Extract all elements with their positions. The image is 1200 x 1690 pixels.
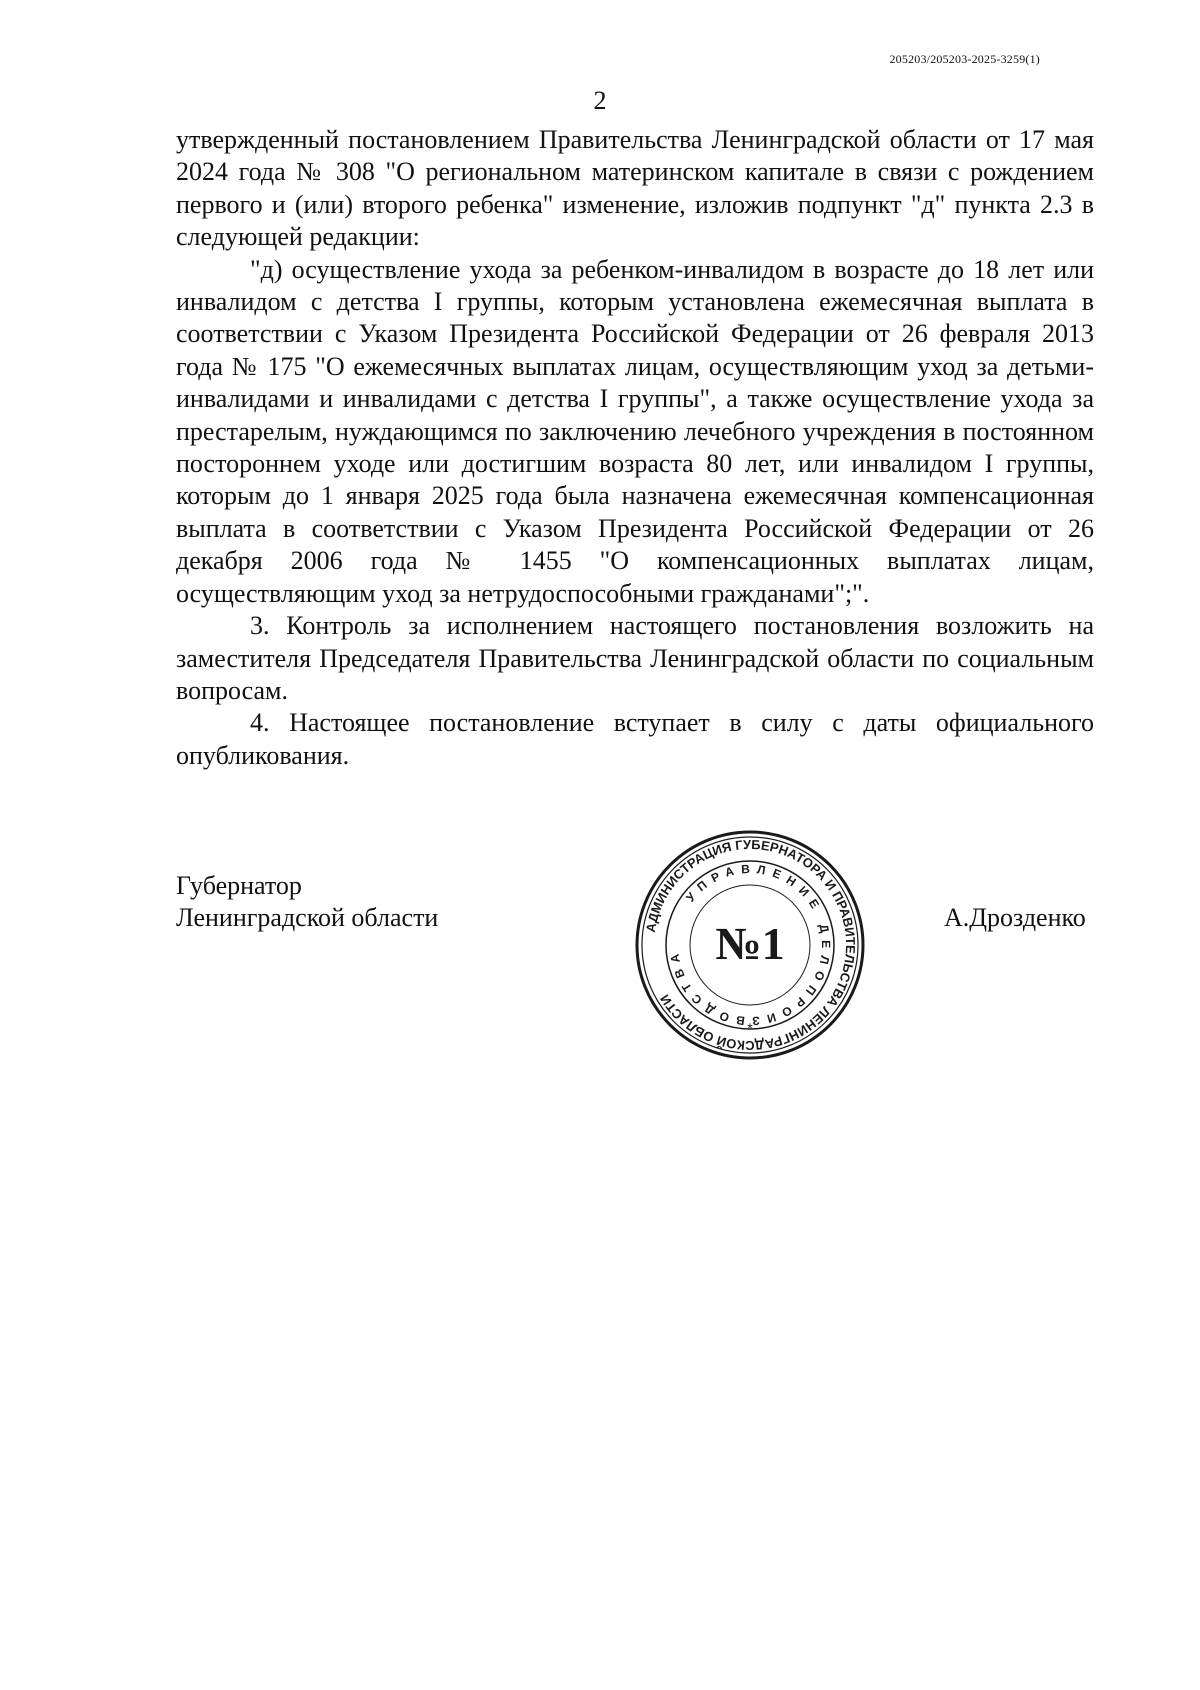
official-seal xyxy=(630,825,870,1065)
signatory-position xyxy=(176,870,438,935)
paragraph-entry-into-force: 4. Настоящее постановление вступает в силу с даты официального опубликования. xyxy=(176,708,1094,770)
paragraph-amendment-intro: утвержденный постановлением Правительства Ленинградской области от 17 мая 2024 года № 308 "О региональном материнском капитале в связи с рождением первого и (или) второго ребенка" изменение, изложив подпункт "д" пункта 2.3 в следующей редакции: xyxy=(176,125,1094,252)
svg-text:УПРАВЛЕНИЕ ДЕЛОПРОИЗВОДСТВА: УПРАВЛЕНИЕ ДЕЛОПРОИЗВОДСТВА xyxy=(667,861,834,1029)
svg-text:АДМИНИСТРАЦИЯ ГУБЕРНАТОРА И ПР: АДМИНИСТРАЦИЯ ГУБЕРНАТОРА И ПРАВИТЕЛЬСТВА ЛЕНИНГРАДСКОЙ ОБЛАСТИ xyxy=(642,836,859,1054)
seal-graphic xyxy=(630,825,870,1065)
document-id: 205203/205203-2025-3259(1) xyxy=(889,52,1040,66)
signatory-position-line-1: Губернатор xyxy=(176,871,302,900)
signatory-position-line-2: Ленинградской области xyxy=(176,903,439,933)
document-body xyxy=(176,124,1094,772)
paragraph-subclause-d: "д) осуществление ухода за ребенком-инвалидом в возрасте до 18 лет или инвалидом с детства I группы, которым установлена ежемесячная выплата в соответствии с Указом Президента Российской Федерации от 26 февраля 2013 года № 175 "О ежемесячных выплатах лицам, осуществляющим уход за детьми-инвалидами и инвалидами с детства I группы", а также осуществление ухода за престарелым, нуждающимся по заключению лечебного учреждения в постоянном постороннем уходе или достигшим возраста 80 лет, или инвалидом I группы, которым до 1 января 2025 года была назначена ежемесячная компенсационная выплата в соответствии с Указом Президента Российской Федерации от 26 декабря 2006 года № 1455 "О компенсационных выплатах лицам, осуществляющим уход за нетрудоспособными гражданами";". xyxy=(176,254,1094,608)
svg-text:№1: №1 xyxy=(715,918,785,969)
svg-text:*: * xyxy=(747,1020,753,1036)
signatory-name: А.Дрозденко xyxy=(944,903,1086,932)
page-number: 2 xyxy=(593,86,607,115)
paragraph-control: 3. Контроль за исполнением настоящего постановления возложить на заместителя Председателя Правительства Ленинградской области по социальным вопросам. xyxy=(176,611,1094,705)
